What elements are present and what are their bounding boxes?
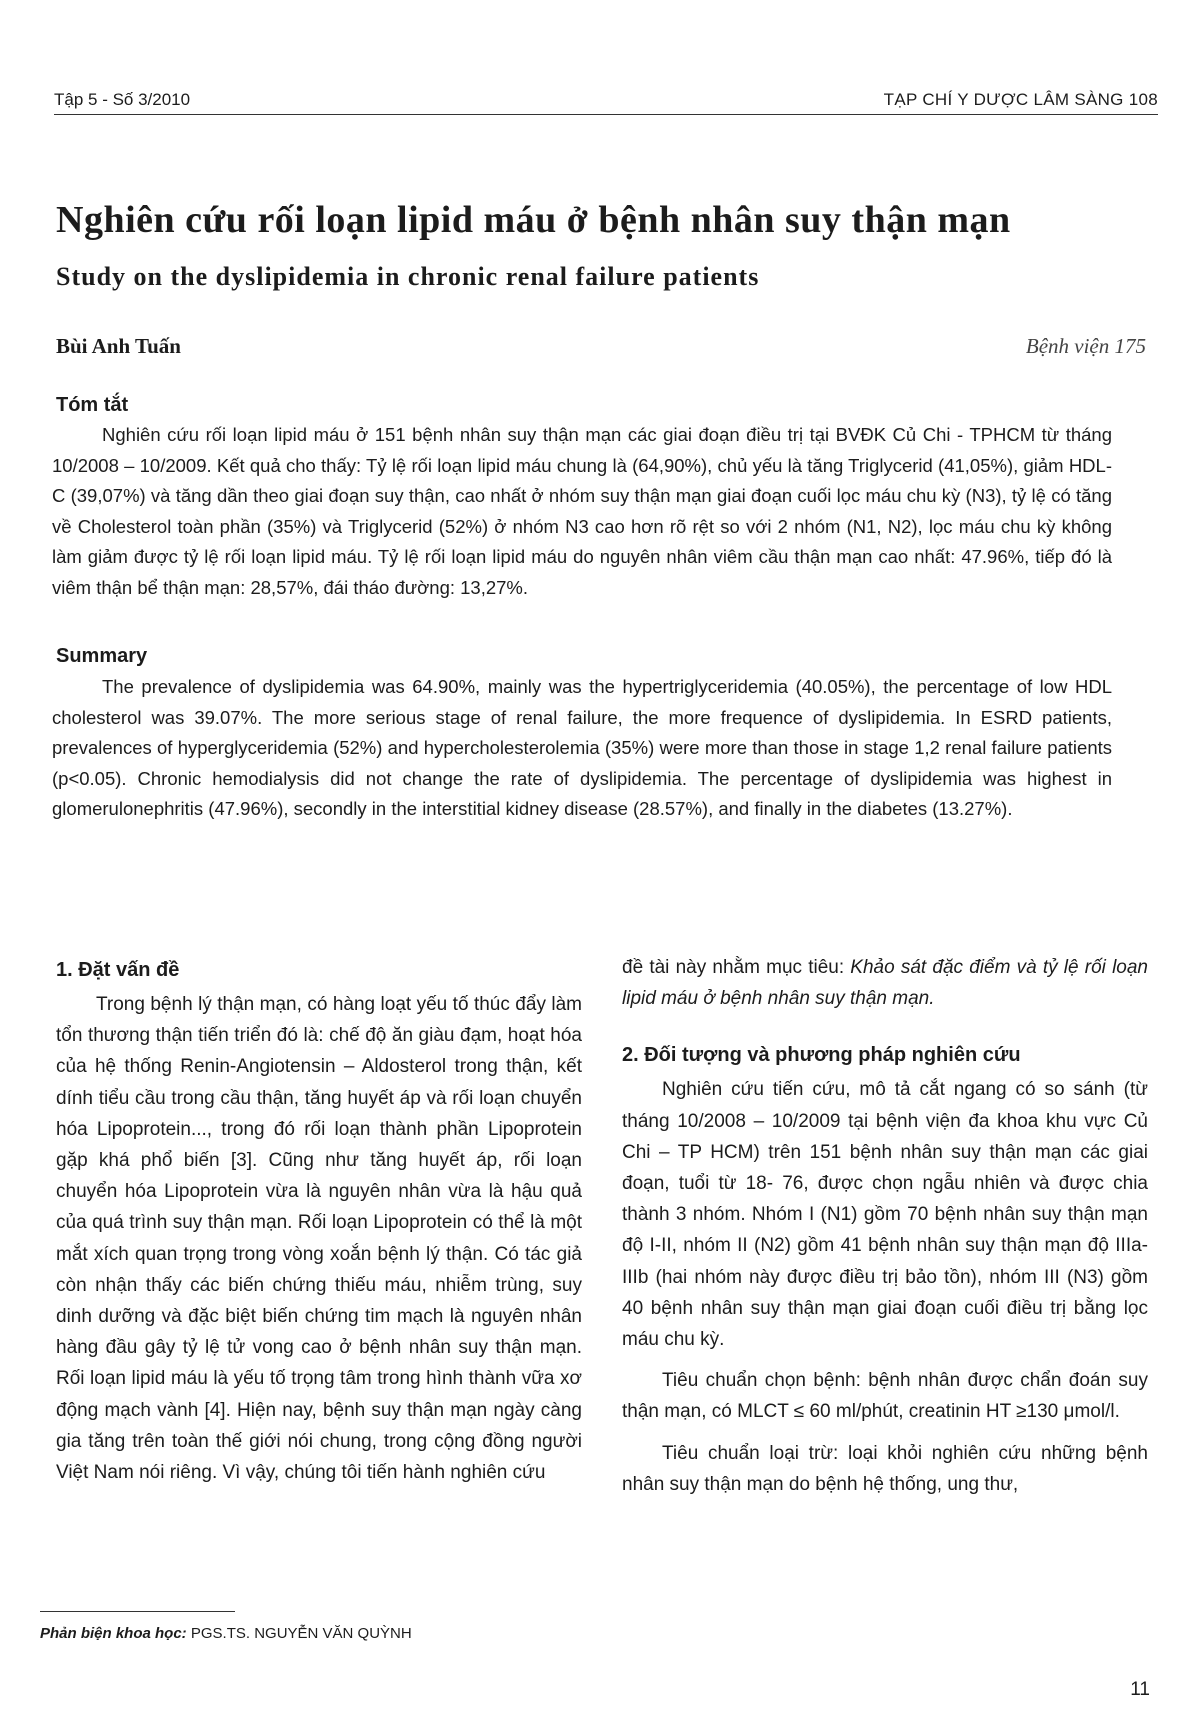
abstract-vi-heading: Tóm tắt (56, 394, 129, 416)
footnote-divider (40, 1611, 235, 1612)
paper-subtitle: Study on the dyslipidemia in chronic renal failure patients (56, 262, 760, 291)
left-column (56, 955, 582, 1488)
section-1-continuation (622, 952, 1148, 1014)
footnote-label: Phản biện khoa học: (40, 1625, 187, 1642)
paper-title: Nghiên cứu rối loạn lipid máu ở bệnh nhân suy thận mạn (56, 199, 1011, 241)
author-affiliation: Bệnh viện 175 (1025, 334, 1146, 358)
reviewer-footnote (40, 1625, 412, 1642)
abstract-vi-text: Nghiên cứu rối loạn lipid máu ở 151 bệnh nhân suy thận mạn các giai đoạn điều trị tại BVĐK Củ Chi - TPHCM từ tháng 10/2008 – 10/2009. Kết quả cho thấy: Tỷ lệ rối loạn lipid máu chung là (64,90%), chủ yếu là tăng Triglycerid (41,05%), giảm HDL-C (39,07%) và tăng dần theo giai đoạn suy thận, cao nhất ở nhóm suy thận mạn giai đoạn cuối lọc máu chu kỳ (N3), tỷ lệ có tăng về Cholesterol toàn phần (35%) và Triglycerid (52%) ở nhóm N3 cao hơn rõ rệt so với 2 nhóm (N1, N2), lọc máu chu kỳ không làm giảm được tỷ lệ rối loạn lipid máu. Tỷ lệ rối loạn lipid máu do nguyên nhân viêm cầu thận mạn cao nhất: 47.96%, tiếp đó là viêm thận bể thận mạn: 28,57%, đái tháo đường: 13,27%. (52, 424, 1112, 598)
right-column (622, 952, 1148, 1500)
journal-name: TẠP CHÍ Y DƯỢC LÂM SÀNG 108 (883, 90, 1158, 109)
section-1-paragraph: Trong bệnh lý thận mạn, có hàng loạt yếu tố thúc đẩy làm tổn thương thận tiến triển đó là: chế độ ăn giàu đạm, hoạt hóa của hệ thống Renin-Angiotensin – Aldosterol trong thận, kết dính tiểu cầu trong cầu thận, tăng huyết áp và rối loạn chuyển hóa Lipoprotein..., trong đó rối loạn thành phần Lipoprotein gặp khá phổ biến [3]. Cũng như tăng huyết áp, rối loạn chuyển hóa Lipoprotein vừa là nguyên nhân vừa là hậu quả của quá trình suy thận mạn. Rối loạn Lipoprotein có thể là một mắt xích quan trọng trong vòng xoắn bệnh lý thận. Có tác giả còn nhận thấy các biến chứng thiếu máu, nhiễm trùng, suy dinh dưỡng và đặc biệt biến chứng tim mạch là nguyên nhân hàng đầu gây tỷ lệ tử vong cao ở bệnh nhân suy thận mạn. Rối loạn lipid máu là yếu tố trọng tâm trong hình thành vữa xơ động mạch vành [4]. Hiện nay, bệnh suy thận mạn ngày càng gia tăng trên toàn thế giới nói chung, trong cộng đồng người Việt Nam nói riêng. Vì vậy, chúng tôi tiến hành nghiên cứu (56, 994, 582, 1484)
abstract-en-text: The prevalence of dyslipidemia was 64.90%, mainly was the hypertriglyceridemia (40.05%), the percentage of low HDL cholesterol was 39.07%. The more serious stage of renal failure, the more frequence of dyslipidemia. In ESRD patients, prevalences of hyperglyceridemia (52%) and hypercholesterolemia (35%) were more than those in stage 1,2 renal failure patients (p<0.05). Chronic hemodialysis did not change the rate of dyslipidemia. The percentage of dyslipidemia was highest in glomerulonephritis (47.96%), secondly in the interstitial kidney disease (28.57%), and finally in the diabetes (13.27%). (52, 676, 1112, 819)
section-2-exclusion-criteria: Tiêu chuẩn loại trừ: loại khỏi nghiên cứu những bệnh nhân suy thận mạn do bệnh hệ thống, ung thư, (622, 1442, 1148, 1495)
section-1-heading: 1. Đặt vấn đề (56, 959, 180, 981)
journal-issue: Tập 5 - Số 3/2010 (54, 90, 191, 109)
section-2-heading: 2. Đối tượng và phương pháp nghiên cứu (622, 1044, 1021, 1067)
footnote-reviewer: PGS.TS. NGUYỄN VĂN QUỲNH (186, 1625, 412, 1642)
running-header (54, 84, 1158, 115)
author-name: Bùi Anh Tuấn (56, 334, 181, 358)
section-2-paragraph-1: Nghiên cứu tiến cứu, mô tả cắt ngang có so sánh (từ tháng 10/2008 – 10/2009 tại bệnh viện đa khoa khu vực Củ Chi – TP HCM) trên 151 bệnh nhân suy thận mạn các giai đoạn, tuổi từ 18- 76, được chọn ngẫu nhiên và được chia thành 3 nhóm. Nhóm I (N1) gồm 70 bệnh nhân suy thận mạn độ I-II, nhóm II (N2) gồm 41 bệnh nhân suy thận mạn độ IIIa-IIIb (hai nhóm này được điều trị bảo tồn), nhóm III (N3) gồm 40 bệnh nhân suy thận mạn giai đoạn cuối điều trị bằng lọc máu chu kỳ. (622, 1079, 1148, 1351)
objective-lead: đề tài này nhằm mục tiêu: (622, 957, 851, 978)
study-objective: Khảo sát đặc điểm và tỷ lệ rối loạn lipid máu ở bệnh nhân suy thận mạn. (622, 957, 1149, 1010)
page-number: 11 (1130, 1679, 1150, 1700)
section-2-inclusion-criteria: Tiêu chuẩn chọn bệnh: bệnh nhân được chẩn đoán suy thận mạn, có MLCT ≤ 60 ml/phút, creatinin HT ≥130 μmol/l. (622, 1370, 1148, 1423)
abstract-en-heading: Summary (56, 645, 148, 667)
